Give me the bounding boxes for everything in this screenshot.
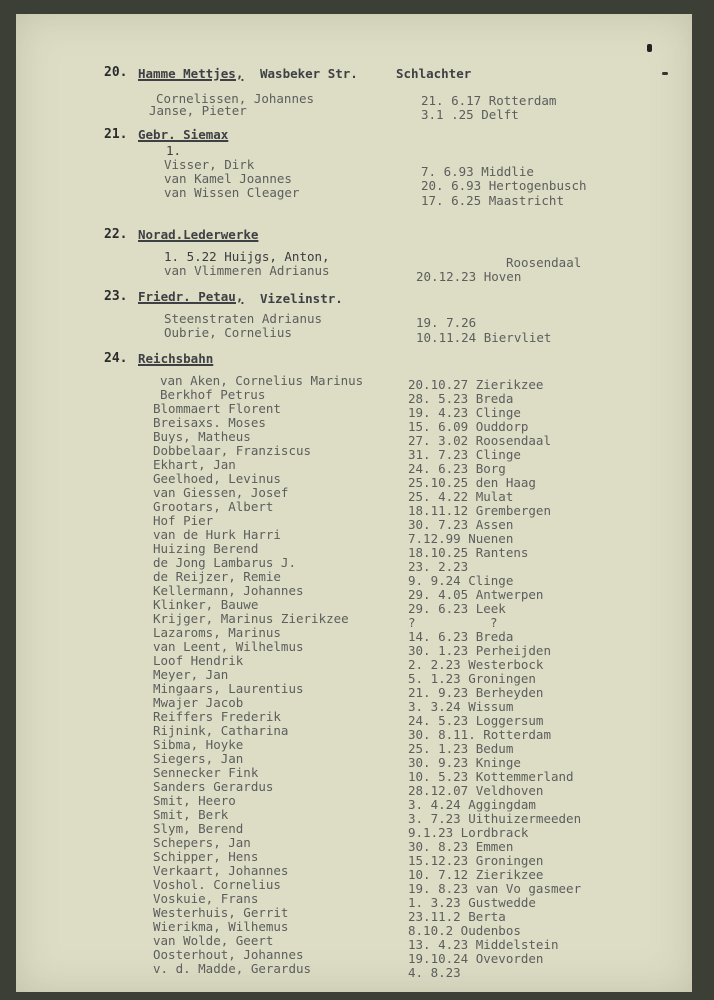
worker-name: Schepers, Jan [153,835,251,850]
worker-name: de Jong Lambarus J. [153,555,296,570]
worker-birth: 25.10.25 den Haag [408,475,536,490]
worker-name: Westerhuis, Gerrit [153,905,289,920]
worker-birth: 19. 7.26 [416,315,477,330]
worker-name: Loof Hendrik [153,653,244,668]
worker-birth: 25. 4.22 Mulat [408,489,514,504]
worker-name: Meyer, Jan [153,667,229,682]
worker-birth: 30. 8.11. Rotterdam [408,727,551,742]
worker-birth: 30. 8.23 Emmen [408,839,514,854]
worker-name: Oubrie, Cornelius [164,325,292,340]
worker-name: Krijger, Marinus Zierikzee [153,611,349,626]
worker-birth: 15. 6.09 Ouddorp [408,419,529,434]
worker-name: de Reijzer, Remie [153,569,281,584]
worker-birth: 30. 7.23 Assen [408,517,514,532]
worker-name: Breisaxs. Moses [153,415,266,430]
employer-address: Vizelinstr. [260,291,343,306]
worker-birth: 3.1 .25 Delft [421,107,519,122]
worker-birth: 7. 6.93 Middlie [421,164,534,179]
employer-name: Norad.Lederwerke [138,227,259,242]
worker-name: Smit, Berk [153,807,229,822]
worker-name: van de Hurk Harri [153,527,281,542]
worker-name: Mwajer Jacob [153,695,244,710]
subsection-number: 1. [166,143,182,158]
worker-birth: 10. 7.12 Zierikzee [408,867,544,882]
worker-name: Visser, Dirk [164,157,255,172]
worker-name: Slym, Berend [153,821,244,836]
worker-birth: 28. 5.23 Breda [408,391,514,406]
worker-name: Oosterhout, Johannes [153,947,304,962]
worker-birth-place: ? [490,615,498,630]
worker-name: Grootars, Albert [153,499,274,514]
worker-name: Sanders Gerardus [153,779,274,794]
worker-birth: 2. 2.23 Westerbock [408,657,544,672]
worker-name: van Aken, Cornelius Marinus [160,373,364,388]
worker-name: Mingaars, Laurentius [153,681,304,696]
worker-name: Rijnink, Catharina [153,723,289,738]
worker-name: van Wissen Cleager [164,185,300,200]
employer-address: Wasbeker Str. [260,66,358,81]
employer-name: Friedr. Petau, [138,289,244,304]
worker-birth: 9.1.23 Lordbrack [408,825,529,840]
worker-birth: 3. 3.24 Wissum [408,699,514,714]
section-number: 22. [104,227,128,242]
worker-name: Voskuie, Frans [153,891,259,906]
worker-birth-place: Roosendaal [506,255,582,270]
worker-name: Klinker, Bauwe [153,597,259,612]
worker-name: Steenstraten Adrianus [164,311,323,326]
worker-birth: 21. 9.23 Berheyden [408,685,544,700]
worker-birth: 9. 9.24 Clinge [408,573,514,588]
worker-name: Reiffers Frederik [153,709,281,724]
worker-birth: 23. 2.23 [408,559,469,574]
worker-birth: 19.10.24 Ovevorden [408,951,544,966]
worker-birth: 4. 8.23 [408,965,461,980]
worker-birth: 20. 6.93 Hertogenbusch [421,178,587,193]
worker-birth: 20.10.27 Zierikzee [408,377,544,392]
worker-birth: 17. 6.25 Maastricht [421,193,564,208]
worker-birth: 20.12.23 Hoven [416,269,522,284]
worker-birth: 10. 5.23 Kottemmerland [408,769,574,784]
worker-birth: 10.11.24 Biervliet [416,330,552,345]
worker-name: Verkaart, Johannes [153,863,289,878]
worker-name: Geelhoed, Levinus [153,471,281,486]
worker-birth: 30. 9.23 Kninge [408,755,521,770]
worker-birth: 18.11.12 Grembergen [408,503,551,518]
worker-birth: 13. 4.23 Middelstein [408,937,559,952]
section-number: 23. [104,289,128,304]
worker-birth: 24. 5.23 Loggersum [408,713,544,728]
worker-birth: 7.12.99 Nuenen [408,531,514,546]
worker-birth: 29. 4.05 Antwerpen [408,587,544,602]
section-number: 21. [104,127,128,142]
worker-name: van Giessen, Josef [153,485,289,500]
worker-birth: 1. 3.23 Gustwedde [408,895,536,910]
worker-name: Sibma, Hoyke [153,737,244,752]
worker-birth: 19. 4.23 Clinge [408,405,521,420]
worker-birth: ? [408,615,416,630]
worker-name: Sennecker Fink [153,765,259,780]
worker-birth: 14. 6.23 Breda [408,629,514,644]
document-page [16,14,692,992]
worker-name: Wierikma, Wilhemus [153,919,289,934]
worker-birth: 31. 7.23 Clinge [408,447,521,462]
worker-name: Kellermann, Johannes [153,583,304,598]
worker-birth: 25. 1.23 Bedum [408,741,514,756]
employer-occupation: Schlachter [396,66,472,81]
worker-name: Dobbelaar, Franziscus [153,443,312,458]
worker-name: Cornelissen, Johannes [156,91,315,106]
worker-name: van Leent, Wilhelmus [153,639,304,654]
worker-name: van Kamel Joannes [164,171,292,186]
worker-name: Ekhart, Jan [153,457,236,472]
worker-birth: 3. 4.24 Aggingdam [408,797,536,812]
worker-name: v. d. Madde, Gerardus [153,961,312,976]
worker-birth: 3. 7.23 Uithuizermeeden [408,811,582,826]
worker-name: Blommaert Florent [153,401,281,416]
worker-birth: 23.11.2 Berta [408,909,506,924]
worker-birth: 29. 6.23 Leek [408,601,506,616]
employer-name: Reichsbahn [138,351,214,366]
worker-birth: 27. 3.02 Roosendaal [408,433,551,448]
worker-birth: 21. 6.17 Rotterdam [421,93,557,108]
section-number: 20. [104,65,128,80]
worker-name: Voshol. Cornelius [153,877,281,892]
worker-name: van Wolde, Geert [153,933,274,948]
worker-birth: 28.12.07 Veldhoven [408,783,544,798]
worker-birth: 24. 6.23 Borg [408,461,506,476]
ink-mark [662,72,668,75]
worker-birth: 19. 8.23 van Vo gasmeer [408,881,582,896]
worker-name: 1. 5.22 Huijgs, Anton, [164,249,330,264]
worker-name: Schipper, Hens [153,849,259,864]
worker-birth: 15.12.23 Groningen [408,853,544,868]
worker-name: Janse, Pieter [149,103,247,118]
worker-name: van Vlimmeren Adrianus [164,263,330,278]
worker-birth: 8.10.2 Oudenbos [408,923,521,938]
worker-birth: 30. 1.23 Perheijden [408,643,551,658]
worker-name: Smit, Heero [153,793,236,808]
worker-name: Buys, Matheus [153,429,251,444]
worker-birth: 5. 1.23 Groningen [408,671,536,686]
worker-name: Hof Pier [153,513,214,528]
worker-name: Huizing Berend [153,541,259,556]
employer-name: Hamme Mettjes, [138,66,244,81]
worker-name: Lazaroms, Marinus [153,625,281,640]
employer-name: Gebr. Siemax [138,127,229,142]
worker-birth: 18.10.25 Rantens [408,545,529,560]
worker-name: Siegers, Jan [153,751,244,766]
ink-mark [647,44,652,52]
worker-name: Berkhof Petrus [160,387,266,402]
section-number: 24. [104,351,128,366]
